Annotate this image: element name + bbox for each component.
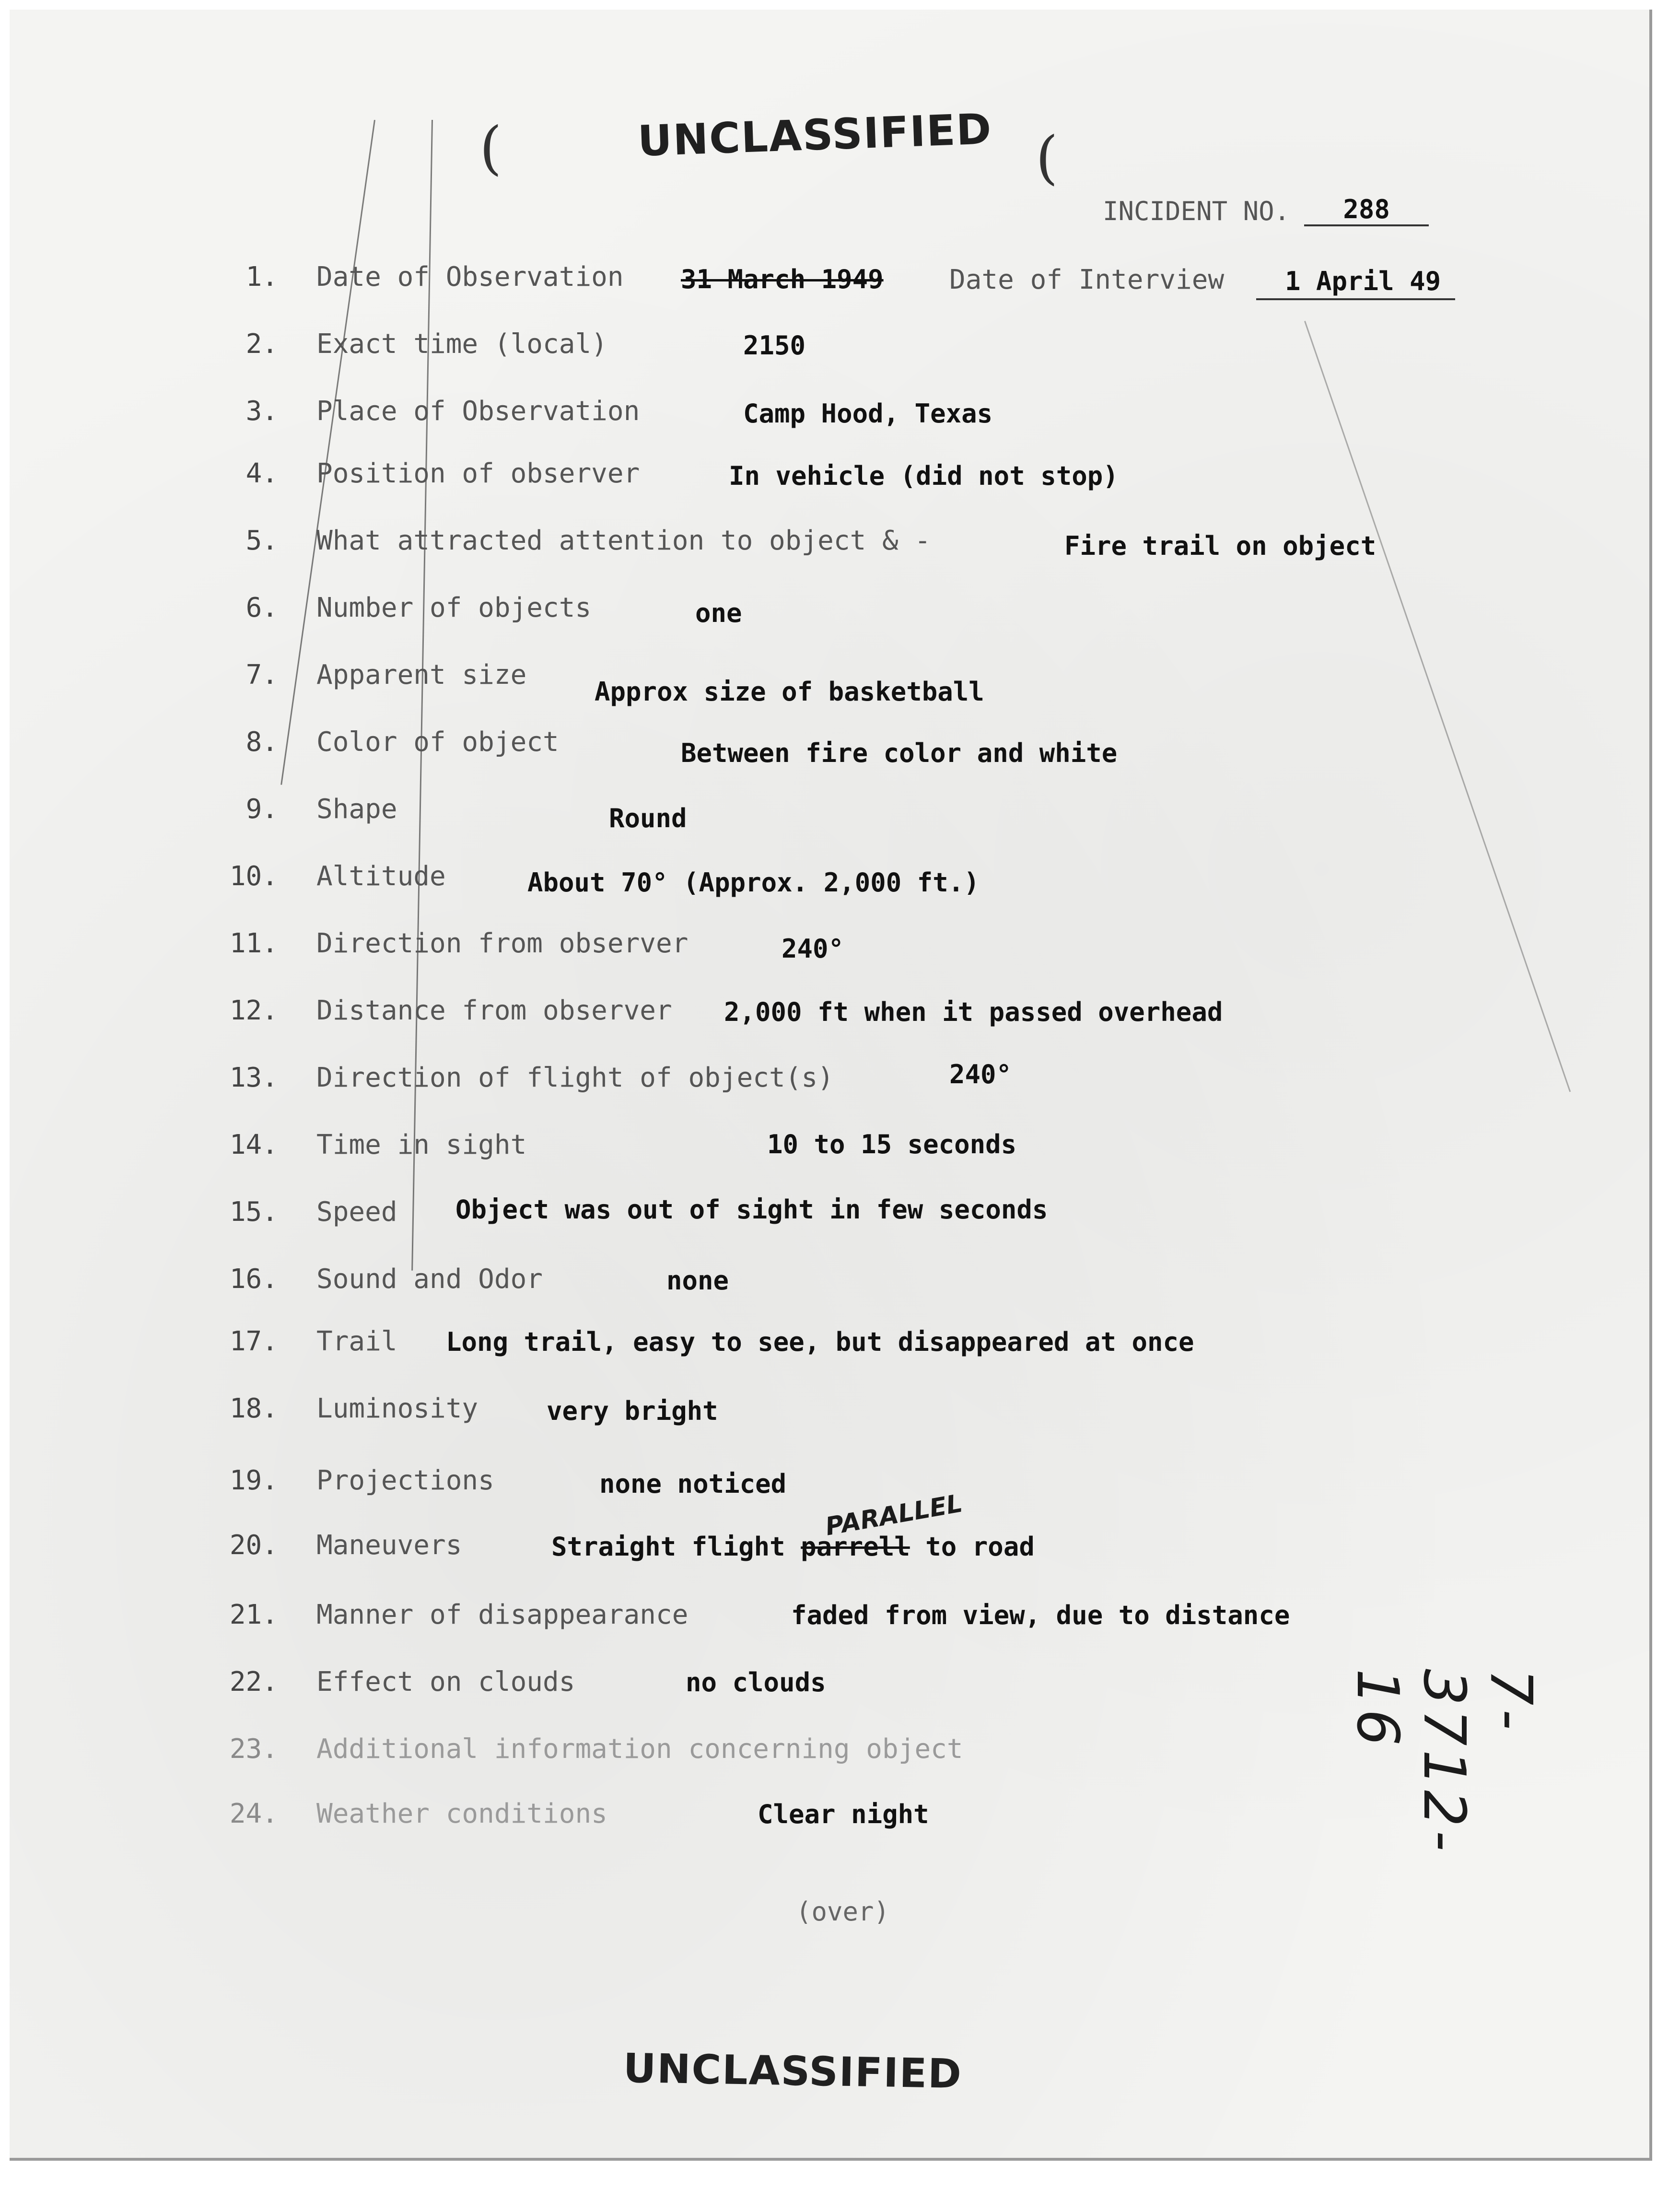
field-number: 20. bbox=[229, 1530, 278, 1561]
field-number: 17. bbox=[229, 1326, 278, 1357]
incident-value: 288 bbox=[1304, 194, 1429, 226]
field-number: 8. bbox=[245, 726, 278, 758]
field-label: Place of Observation bbox=[316, 396, 640, 427]
field-label: Time in sight bbox=[316, 1129, 527, 1160]
field-label: Trail bbox=[316, 1326, 397, 1357]
field-row bbox=[10, 1196, 1649, 1254]
field-number: 13. bbox=[229, 1062, 278, 1093]
field-row bbox=[10, 1599, 1649, 1657]
handwritten-file-number: 7-3712-16 bbox=[1344, 1669, 1544, 1855]
field-row bbox=[10, 1393, 1649, 1451]
struck-word: parrell bbox=[801, 1532, 910, 1562]
field-number: 18. bbox=[229, 1393, 278, 1424]
field-value: 31 March 1949 bbox=[681, 264, 884, 294]
maneuvers-text-end: to road bbox=[910, 1532, 1035, 1562]
field-value: Round bbox=[609, 803, 687, 833]
stamp-bracket-left: ( bbox=[479, 115, 502, 182]
field-value: Object was out of sight in few seconds bbox=[455, 1194, 1048, 1225]
field-label: Position of observer bbox=[316, 458, 640, 489]
field-row bbox=[10, 1326, 1649, 1383]
field-number: 7. bbox=[245, 659, 278, 691]
field-number: 10. bbox=[229, 861, 278, 892]
field-value: very bright bbox=[547, 1396, 718, 1426]
field-label: Manner of disappearance bbox=[316, 1599, 688, 1630]
field-number: 21. bbox=[229, 1599, 278, 1630]
field-row bbox=[10, 328, 1649, 386]
field-label: Effect on clouds bbox=[316, 1666, 575, 1698]
field-value: About 70° (Approx. 2,000 ft.) bbox=[527, 867, 980, 898]
field-row bbox=[10, 1059, 1649, 1120]
field-value: faded from view, due to distance bbox=[791, 1600, 1290, 1630]
field-label: Additional information concerning object bbox=[316, 1733, 963, 1765]
field-label: What attracted attention to object & - bbox=[316, 525, 931, 556]
field-value: Approx size of basketball bbox=[595, 677, 984, 707]
field-label: Distance from observer bbox=[316, 995, 672, 1026]
field-label: Color of object bbox=[316, 726, 559, 758]
field-number: 3. bbox=[245, 396, 278, 427]
field-label: Apparent size bbox=[316, 659, 527, 691]
field-label: Weather conditions bbox=[316, 1798, 607, 1829]
handwritten-correction: PARALLEL bbox=[823, 1489, 965, 1542]
field-label: Shape bbox=[316, 794, 397, 825]
field-number: 14. bbox=[229, 1129, 278, 1160]
field-row bbox=[10, 659, 1649, 717]
field-row bbox=[10, 592, 1649, 650]
field-value: 10 to 15 seconds bbox=[767, 1129, 1017, 1159]
field-row bbox=[10, 726, 1649, 784]
field-value: none noticed bbox=[599, 1469, 787, 1499]
field-label: Exact time (local) bbox=[316, 328, 607, 360]
field-value: In vehicle (did not stop) bbox=[729, 461, 1119, 491]
field-label: Speed bbox=[316, 1196, 397, 1228]
field-label: Date of Observation bbox=[316, 261, 624, 293]
field-row bbox=[10, 861, 1649, 918]
field-value: 240° bbox=[949, 1059, 1012, 1089]
field-label: Maneuvers bbox=[316, 1530, 462, 1561]
field-row bbox=[10, 1129, 1649, 1187]
field-number: 16. bbox=[229, 1264, 278, 1295]
field-number: 5. bbox=[245, 525, 278, 556]
field-row bbox=[10, 261, 1649, 319]
over-note: (over) bbox=[796, 1897, 890, 1927]
field-value: 240° bbox=[782, 934, 844, 964]
field-number: 15. bbox=[229, 1196, 278, 1228]
field-row bbox=[10, 1264, 1649, 1321]
field-row bbox=[10, 458, 1649, 515]
field-value: Fire trail on object bbox=[1064, 531, 1377, 561]
field-row bbox=[10, 995, 1649, 1053]
field-value: one bbox=[695, 598, 742, 628]
field-value: no clouds bbox=[686, 1667, 826, 1698]
field-value: Camp Hood, Texas bbox=[743, 398, 993, 429]
field-label: Direction of flight of object(s) bbox=[316, 1062, 834, 1093]
field-label: Sound and Odor bbox=[316, 1264, 543, 1295]
field-value bbox=[551, 1532, 1035, 1562]
stamp-bracket-right: ( bbox=[1036, 125, 1058, 191]
interview-date: 1 April 49 bbox=[1256, 266, 1455, 300]
field-number: 2. bbox=[245, 328, 278, 360]
field-value: Between fire color and white bbox=[681, 738, 1118, 768]
field-label: Number of objects bbox=[316, 592, 592, 623]
document-page bbox=[10, 10, 1652, 2161]
field-number: 4. bbox=[245, 458, 278, 489]
classification-stamp-bottom: UNCLASSIFIED bbox=[623, 2044, 963, 2098]
field-row bbox=[10, 525, 1649, 583]
incident-number bbox=[1103, 194, 1429, 226]
field-value: 2150 bbox=[743, 330, 806, 361]
field-row bbox=[10, 928, 1649, 985]
field-value: none bbox=[666, 1265, 729, 1296]
field-value: Long trail, easy to see, but disappeared at once bbox=[446, 1327, 1194, 1357]
field-value: Clear night bbox=[758, 1799, 929, 1829]
field-number: 12. bbox=[229, 995, 278, 1026]
field-value: 2,000 ft when it passed overhead bbox=[724, 997, 1223, 1027]
incident-label: INCIDENT NO. bbox=[1103, 196, 1290, 226]
maneuvers-text-start: Straight flight bbox=[551, 1532, 801, 1562]
field-number: 23. bbox=[229, 1733, 278, 1765]
field-label: Altitude bbox=[316, 861, 446, 892]
field-row bbox=[10, 396, 1649, 453]
field-label: Projections bbox=[316, 1465, 494, 1496]
field-number: 19. bbox=[229, 1465, 278, 1496]
classification-stamp-top: UNCLASSIFIED bbox=[637, 104, 993, 166]
field-label: Luminosity bbox=[316, 1393, 478, 1424]
field-number: 22. bbox=[229, 1666, 278, 1698]
field-number: 11. bbox=[229, 928, 278, 959]
field-number: 9. bbox=[245, 794, 278, 825]
interview-label: Date of Interview bbox=[949, 264, 1225, 295]
field-number: 24. bbox=[229, 1798, 278, 1829]
field-number: 6. bbox=[245, 592, 278, 623]
field-row bbox=[10, 794, 1649, 851]
field-number: 1. bbox=[245, 261, 278, 293]
interview-value bbox=[1256, 266, 1455, 300]
field-label: Direction from observer bbox=[316, 928, 688, 959]
